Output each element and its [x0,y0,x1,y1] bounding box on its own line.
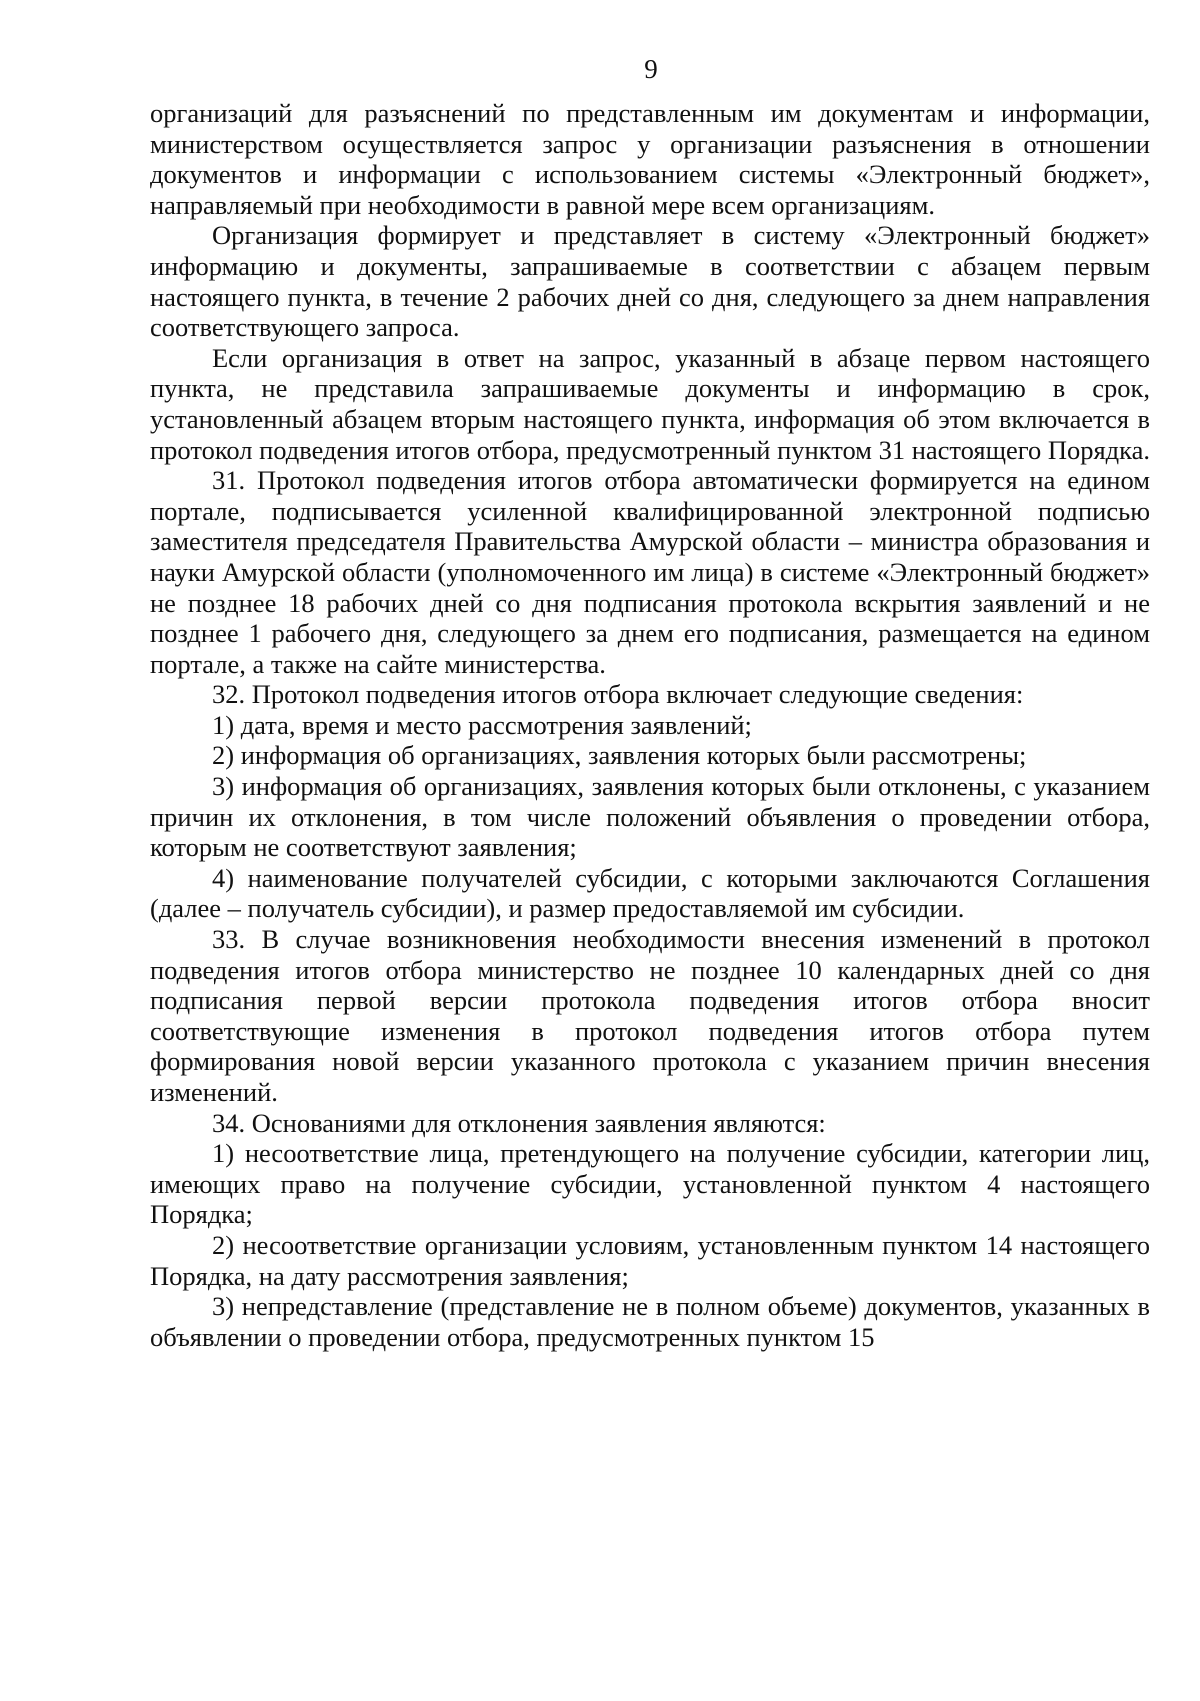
paragraph: Организация формирует и представляет в систему «Электронный бюджет» информацию и документы, запрашиваемые в соответствии с абзацем первым настоящего пункта, в течение 2 рабочих дней со дня, следующего за днем направления соответствующего запроса. [150,220,1150,343]
list-item: 4) наименование получателей субсидии, с которыми заключаются Соглашения (далее – получатель субсидии), и размер предоставляемой им субсидии. [150,862,1150,924]
document-body [150,98,1150,1352]
paragraph-item-34: 34. Основаниями для отклонения заявления являются: [212,1107,826,1138]
list-item: 3) информация об организациях, заявления которых были отклонены, с указанием причин их отклонения, в том числе положений объявления о проведении отбора, которым не соответствуют заявления; [150,771,1150,863]
page-number: 9 [644,54,658,84]
paragraph: Если организация в ответ на запрос, указанный в абзаце первом настоящего пункта, не представила запрашиваемые документы и информацию в срок, установленный абзацем вторым настоящего пункта, информация об этом включается в протокол подведения итогов отбора, предусмотренный пунктом 31 настоящего Порядка. [150,342,1150,465]
list-item: 2) информация об организациях, заявления которых были рассмотрены; [212,740,1027,771]
list-item: 1) несоответствие лица, претендующего на получение субсидии, категории лиц, имеющих право на получение субсидии, установленной пунктом 4 настоящего Порядка; [150,1138,1150,1230]
paragraph-continuation: организаций для разъяснений по представленным им документам и информации, министерством осуществляется запрос у организации разъяснения в отношении документов и информации с использованием системы «Электронный бюджет», направляемый при необходимости в равной мере всем организациям. [150,98,1150,220]
paragraph-item-31: 31. Протокол подведения итогов отбора автоматически формируется на едином портале, подписывается усиленной квалифицированной электронной подписью заместителя председателя Правительства Амурской области – министра образования и науки Амурской области (уполномоченного им лица) в системе «Электронный бюджет» не позднее 18 рабочих дней со дня подписания протокола вскрытия заявлений и не позднее 1 рабочего дня, следующего за днем его подписания, размещается на едином портале, а также на сайте министерства. [150,465,1150,679]
list-item: 3) непредставление (представление не в полном объеме) документов, указанных в объявлении о проведении отбора, предусмотренных пунктом 15 [150,1291,1150,1352]
paragraph-item-32: 32. Протокол подведения итогов отбора включает следующие сведения: [212,679,1024,710]
list-item: 1) дата, время и место рассмотрения заявлений; [212,709,752,740]
paragraph-item-33: 33. В случае возникновения необходимости внесения изменений в протокол подведения итогов отбора министерство не позднее 10 календарных дней со дня подписания первой версии протокола подведения итогов отбора вносит соответствующие изменения в протокол подведения итогов отбора путем формирования новой версии указанного протокола с указанием причин внесения изменений. [150,924,1150,1107]
list-item: 2) несоответствие организации условиям, установленным пунктом 14 настоящего Порядка, на дату рассмотрения заявления; [150,1229,1150,1291]
